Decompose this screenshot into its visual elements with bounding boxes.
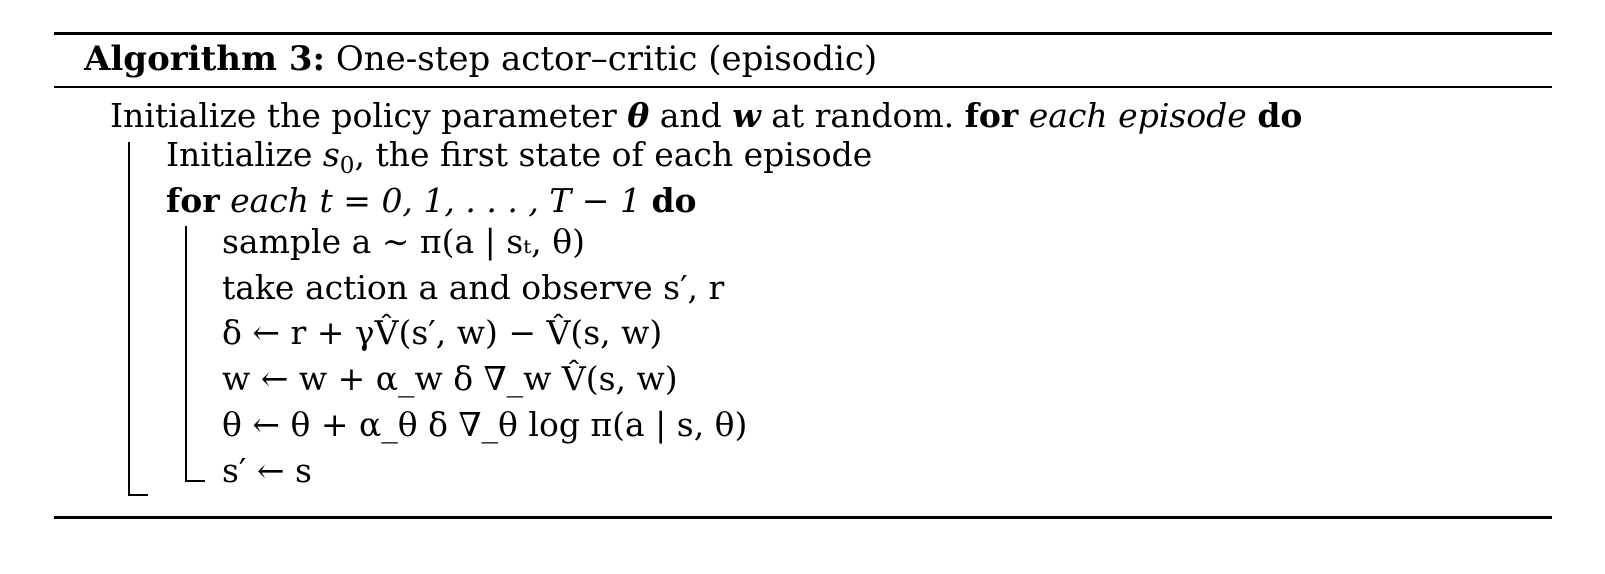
inner-loop-bar	[185, 226, 187, 482]
step-td-error: δ ← r + γV̂(s′, w) − V̂(s, w)	[222, 313, 663, 352]
for-keyword: for	[964, 96, 1019, 135]
theta-symbol: θ	[627, 96, 650, 135]
algorithm-caption	[84, 34, 877, 84]
init-state-rest: , the first state of each episode	[354, 135, 873, 174]
init-line	[110, 94, 1302, 138]
algorithm-title: One-step actor–critic (episodic)	[335, 39, 878, 79]
s-subscript: 0	[339, 152, 355, 179]
step-actor-update: θ ← θ + α_θ δ ∇_θ log π(a | s, θ)	[222, 405, 748, 444]
each-text: each	[230, 181, 310, 220]
inner-loop-line	[166, 179, 697, 223]
for-keyword: for	[166, 181, 220, 220]
bottom-rule	[54, 516, 1552, 519]
init-rest: at random.	[771, 96, 955, 135]
s-symbol: s	[322, 135, 340, 174]
inner-loop-foot	[185, 480, 205, 482]
algorithm-label: Algorithm 3:	[84, 39, 326, 79]
step-state-update: s′ ← s	[222, 451, 312, 490]
step-sample: sample a ∼ π(a | sₜ, θ)	[222, 222, 586, 261]
init-state-text: Initialize	[166, 135, 313, 174]
header-rule	[54, 86, 1552, 88]
each-episode: each episode	[1028, 96, 1247, 135]
do-keyword: do	[651, 181, 697, 220]
loop-range: t = 0, 1, . . . , T − 1	[319, 181, 641, 220]
outer-loop-foot	[128, 494, 148, 496]
outer-loop-bar	[128, 142, 130, 496]
and-text: and	[659, 96, 722, 135]
step-critic-update: w ← w + α_w δ ∇_w V̂(s, w)	[222, 359, 678, 398]
step-take-action: take action a and observe s′, r	[222, 268, 725, 307]
init-text: Initialize the policy parameter	[110, 96, 617, 135]
w-symbol: w	[732, 96, 761, 135]
do-keyword: do	[1257, 96, 1303, 135]
